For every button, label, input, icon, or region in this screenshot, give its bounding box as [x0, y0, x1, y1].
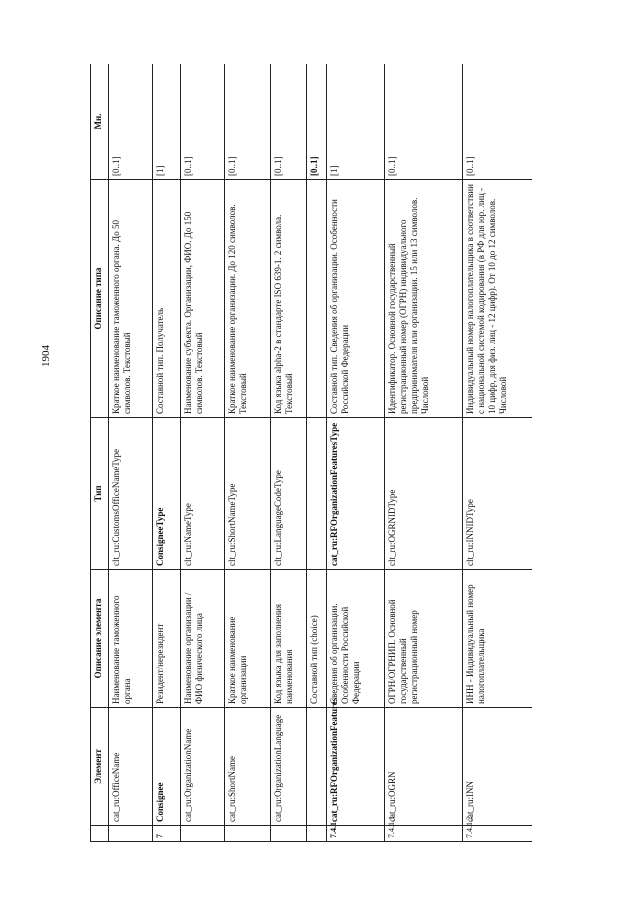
row-element: Consignee — [153, 708, 181, 826]
header-num — [91, 826, 109, 842]
table-row — [109, 64, 153, 842]
row-description: Код языка для заполнения наименования — [271, 570, 307, 708]
table-row — [225, 64, 271, 842]
row-type: ConsigneeType — [153, 418, 181, 570]
row-multiplicity: [1] — [327, 64, 385, 180]
row-type-description: Составной тип. Получатель — [153, 180, 181, 418]
row-multiplicity: [0..1] — [385, 64, 463, 180]
row-type-description: Код языка alpha-2 в стандарте ISO 639-1. 2 символа. Текстовый — [271, 180, 307, 418]
header-type: Тип — [91, 418, 109, 570]
header-type-description: Описание типа — [91, 180, 109, 418]
table-row — [327, 64, 385, 842]
row-num: 7.4.1.1 — [385, 826, 463, 842]
row-element: cat_ru:INN — [463, 708, 533, 826]
header-multiplicity: Мн. — [91, 64, 109, 180]
row-multiplicity: [0..1] — [307, 64, 327, 180]
row-num — [271, 826, 307, 842]
row-num — [181, 826, 225, 842]
row-description: Краткое наименование организации — [225, 570, 271, 708]
page-number: 1904 — [40, 345, 52, 367]
header-description: Описание элемента — [91, 570, 109, 708]
row-multiplicity: [0..1] — [271, 64, 307, 180]
row-multiplicity: [1] — [153, 64, 181, 180]
table-row — [153, 64, 181, 842]
row-description: ОГРН/ОГРНИП. Основной государственный регистрационный номер — [385, 570, 463, 708]
table-row — [307, 64, 327, 842]
row-num: 7.4.1 — [327, 826, 385, 842]
table-row — [463, 64, 533, 842]
row-type: cat_ru:RFOrganizationFeaturesType — [327, 418, 385, 570]
row-multiplicity: [0..1] — [181, 64, 225, 180]
row-num: 7 — [153, 826, 181, 842]
table-row — [385, 64, 463, 842]
row-type: clt_ru:CustomsOfficeNameType — [109, 418, 153, 570]
specification-table-stage — [90, 64, 532, 842]
rotated-page-area — [90, 64, 532, 842]
row-description: Наименование организации / ФИО физического лица — [181, 570, 225, 708]
specification-table — [90, 64, 532, 842]
row-multiplicity: [0..1] — [463, 64, 533, 180]
row-type: clt_ru:LanguageCodeType — [271, 418, 307, 570]
row-element: cat_ru:OGRN — [385, 708, 463, 826]
row-description: Наименование таможенного органа — [109, 570, 153, 708]
row-description: Сведения об организации. Особенности Российской Федерации — [327, 570, 385, 708]
table-header-row — [91, 64, 109, 842]
row-num — [109, 826, 153, 842]
row-type-description: Идентификатор. Основной государственный регистрационный номер (ОГРН) индивидуального предпринимателя или организации. 15 или 13 символов. Числовой — [385, 180, 463, 418]
row-type-description — [307, 180, 327, 418]
row-description: ИНН - Индивидуальный номер налогоплательщика — [463, 570, 533, 708]
row-element: cat_ru:OrganizationName — [181, 708, 225, 826]
row-num — [225, 826, 271, 842]
row-type: clt_ru:OGRNIDType — [385, 418, 463, 570]
row-multiplicity: [0..1] — [225, 64, 271, 180]
row-type: clt_ru:ShortNameType — [225, 418, 271, 570]
row-element: cat_ru:OfficeName — [109, 708, 153, 826]
row-num — [307, 826, 327, 842]
row-type: clt_ru:NameType — [181, 418, 225, 570]
row-description: Резидент/нерезидент — [153, 570, 181, 708]
row-element: cat_ru:OrganizationLanguage — [271, 708, 307, 826]
row-type: clt_ru:INNIDType — [463, 418, 533, 570]
row-type-description: Составной тип. Сведения об организации. Особенности Российской Федерации — [327, 180, 385, 418]
row-description: Составной тип (choice) — [307, 570, 327, 708]
row-type — [307, 418, 327, 570]
row-type-description: Краткое наименование таможенного органа. До 50 символов. Текстовый — [109, 180, 153, 418]
row-multiplicity: [0..1] — [109, 64, 153, 180]
row-element: cat_ru:RFOrganizationFeatures — [327, 708, 385, 826]
row-element: cat_ru:ShortName — [225, 708, 271, 826]
row-type-description: Индивидуальный номер налогоплательщика в соответствии с национальной системой кодирования (в РФ для юр. лиц - 10 цифр, для физ. лиц - 12 цифр). От 10 до 12 символов. Числовой — [463, 180, 533, 418]
row-type-description: Краткое наименование организации. До 120 символов. Текстовый — [225, 180, 271, 418]
row-num: 7.4.1.2 — [463, 826, 533, 842]
table-row — [271, 64, 307, 842]
header-element: Элемент — [91, 708, 109, 826]
table-row — [181, 64, 225, 842]
row-element — [307, 708, 327, 826]
row-type-description: Наименование субъекта. Организации, ФИО. До 150 символов. Текстовый — [181, 180, 225, 418]
